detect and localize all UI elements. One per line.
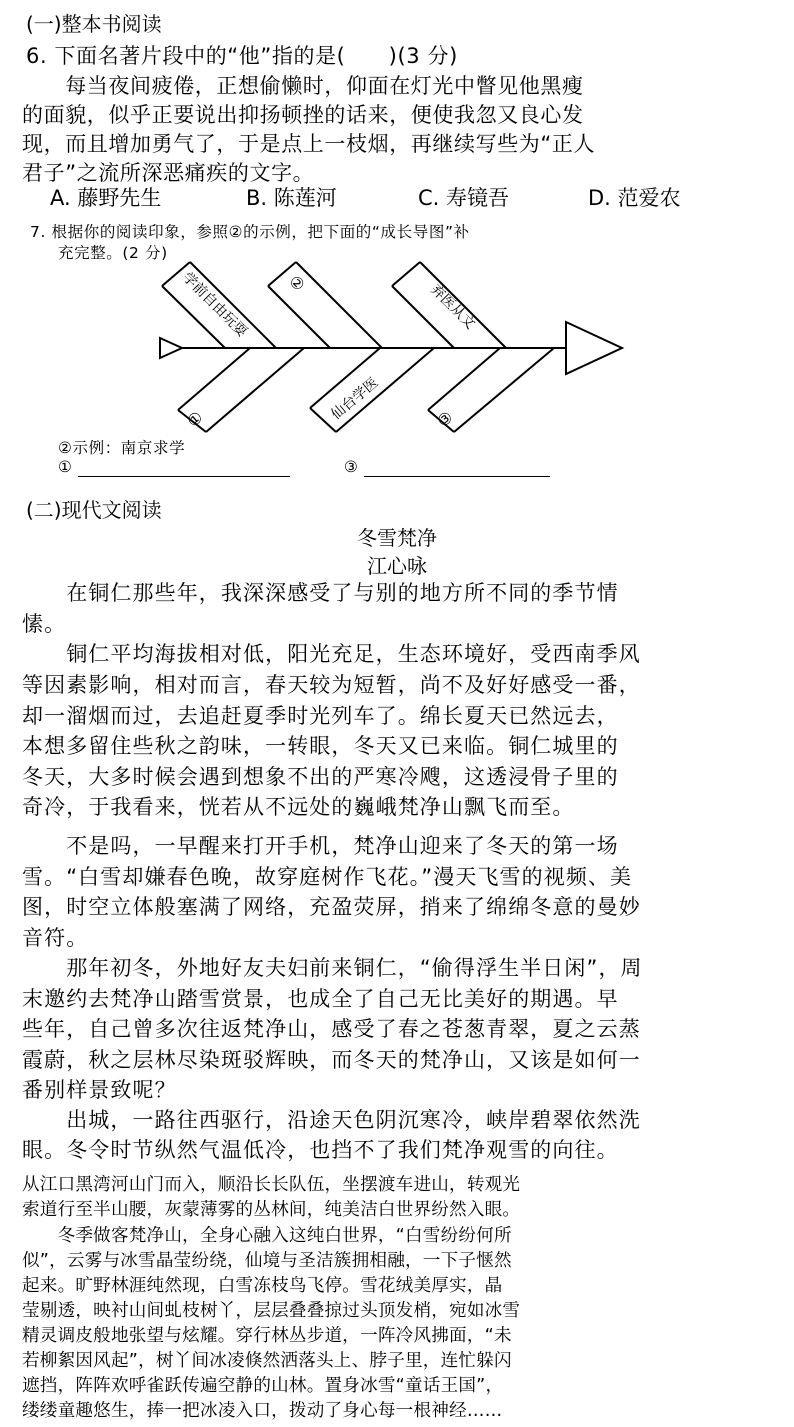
article-line: 些年，自己曾多次往返梵净山，感受了春之苍葱青翠，夏之云蒸	[22, 1017, 641, 1041]
article-line: 末邀约去梵净山踏雪赏景，也成全了自己无比美好的期遇。早	[22, 987, 619, 1011]
q6-stem: 6. 下面名著片段中的“他”指的是( )(3 分)	[26, 44, 458, 68]
article-line: 却一溜烟而过，去追赶夏季时光列车了。绵长夏天已然远去，	[22, 704, 619, 728]
article-line: 缕缕童趣悠生，捧一把冰凌入口，拨动了身心每一根神经……	[22, 1401, 503, 1421]
section1-title: (一)整本书阅读	[26, 12, 162, 36]
article-line: 雪。“白雪却嫌春色晚，故穿庭树作飞花。”漫天飞雪的视频、美	[22, 865, 633, 889]
q6-passage-line: 现，而且增加勇气了，于是点上一枝烟，再继续写些为“正人	[22, 132, 596, 156]
article-line: 在铜仁那些年，我深深感受了与别的地方所不同的季节情	[22, 581, 619, 605]
growth-diagram	[0, 0, 794, 460]
q6-passage-line: 君子”之流所深恶痛疾的文字。	[22, 161, 315, 185]
article-line: 不是吗，一早醒来打开手机，梵净山迎来了冬天的第一场	[22, 834, 619, 858]
article-title: 冬雪梵净	[357, 526, 437, 550]
article-line: 若柳絮因风起”，树丫间冰凌倏然洒落头上、脖子里，连忙躲闪	[22, 1351, 512, 1371]
article-line: 似”，云雾与冰雪晶莹纷绕，仙境与圣洁簇拥相融，一下子惬然	[22, 1251, 512, 1271]
article-line: 愫。	[22, 612, 67, 636]
option-d: D. 范爱农	[588, 186, 681, 210]
upper-branch-2	[268, 262, 382, 348]
article-line: 索道行至半山腰，灰蒙薄雾的丛林间，纯美洁白世界纷然入眼。	[22, 1200, 521, 1220]
article-line: 奇冷，于我看来，恍若从不远处的巍峨梵净山飘飞而至。	[22, 795, 575, 819]
article-line: 图，时空立体般塞满了网络，充盈荧屏，捎来了绵绵冬意的曼妙	[22, 895, 641, 919]
lower-box-label-1: ①	[183, 407, 207, 432]
section2-title: (二)现代文阅读	[26, 498, 162, 522]
article-line: 音符。	[22, 926, 89, 950]
answer-blank-1-label: ①	[58, 458, 73, 476]
article-line: 出城，一路往西驱行，沿途天色阴沉寒冷，峡岸碧翠依然洗	[22, 1108, 641, 1132]
q6-passage-line: 每当夜间疲倦，正想偷懒时，仰面在灯光中瞥见他黑瘦	[22, 74, 584, 98]
article-author: 江心咏	[367, 554, 427, 578]
article-line: 莹剔透，映衬山间虬枝树丫，层层叠叠掠过头顶发梢，宛如冰雪	[22, 1301, 521, 1321]
answer-blank-3-line	[364, 476, 550, 477]
upper-box-label-2: ②	[285, 271, 309, 295]
diagram-arrowhead	[566, 322, 622, 374]
q7-stem-line: 7. 根据你的阅读印象，参照②的示例，把下面的“成长导图”补	[30, 223, 470, 241]
option-c: C. 寿镜吾	[418, 186, 510, 210]
upper-box-label-1: 学前自由玩耍	[179, 269, 250, 341]
option-b: B. 陈莲河	[246, 186, 337, 210]
article-line: 从江口黑湾河山门而入，顺沿长长队伍，坐摆渡车进山，转观光	[22, 1175, 521, 1195]
article-line: 铜仁平均海拔相对低，阳光充足，生态环境好，受西南季风	[22, 642, 641, 666]
article-line: 本想多留住些秋之韵味，一转眼，冬天又已来临。铜仁城里的	[22, 734, 619, 758]
q7-stem-line: 充完整。(2 分)	[58, 244, 168, 262]
diagram-tail	[160, 338, 182, 358]
article-line: 精灵调皮般地张望与炫耀。穿行林丛步道，一阵冷风拂面，“未	[22, 1326, 512, 1346]
upper-box-label-3: 弃医从文	[427, 281, 479, 333]
lower-box-label-2: 仙台学医	[328, 374, 382, 424]
article-line: 等因素影响，相对而言，春天较为短暂，尚不及好好感受一番，	[22, 673, 641, 697]
article-line: 番别样景致呢？	[22, 1078, 177, 1102]
article-line: 那年初冬，外地好友夫妇前来铜仁，“偷得浮生半日闲”，周	[22, 956, 643, 980]
q7-example: ②示例：南京求学	[58, 439, 186, 457]
article-line: 起来。旷野林涯纯然现，白雪冻枝鸟飞停。雪花绒美厚实，晶	[22, 1276, 503, 1296]
article-line: 冬天，大多时候会遇到想象不出的严寒冷飕，这透浸骨子里的	[22, 765, 619, 789]
article-line: 眼。冬令时节纵然气温低冷，也挡不了我们梵净观雪的向往。	[22, 1138, 619, 1162]
q6-passage-line: 的面貌，似乎正要说出抑扬顿挫的话来，便使我忽又良心发	[22, 103, 584, 127]
lower-box-label-3: ③	[433, 407, 457, 432]
option-a: A. 藤野先生	[50, 186, 162, 210]
answer-blank-3-label: ③	[344, 458, 359, 476]
article-line: 冬季做客梵净山，全身心融入这纯白世界，“白雪纷纷何所	[22, 1226, 512, 1246]
answer-blank-1-line	[78, 476, 290, 477]
article-line: 霞蔚，秋之层林尽染斑驳辉映，而冬天的梵净山，又该是如何一	[22, 1048, 641, 1072]
article-line: 遮挡，阵阵欢呼雀跃传遍空静的山林。置身冰雪“童话王国”，	[22, 1376, 504, 1396]
